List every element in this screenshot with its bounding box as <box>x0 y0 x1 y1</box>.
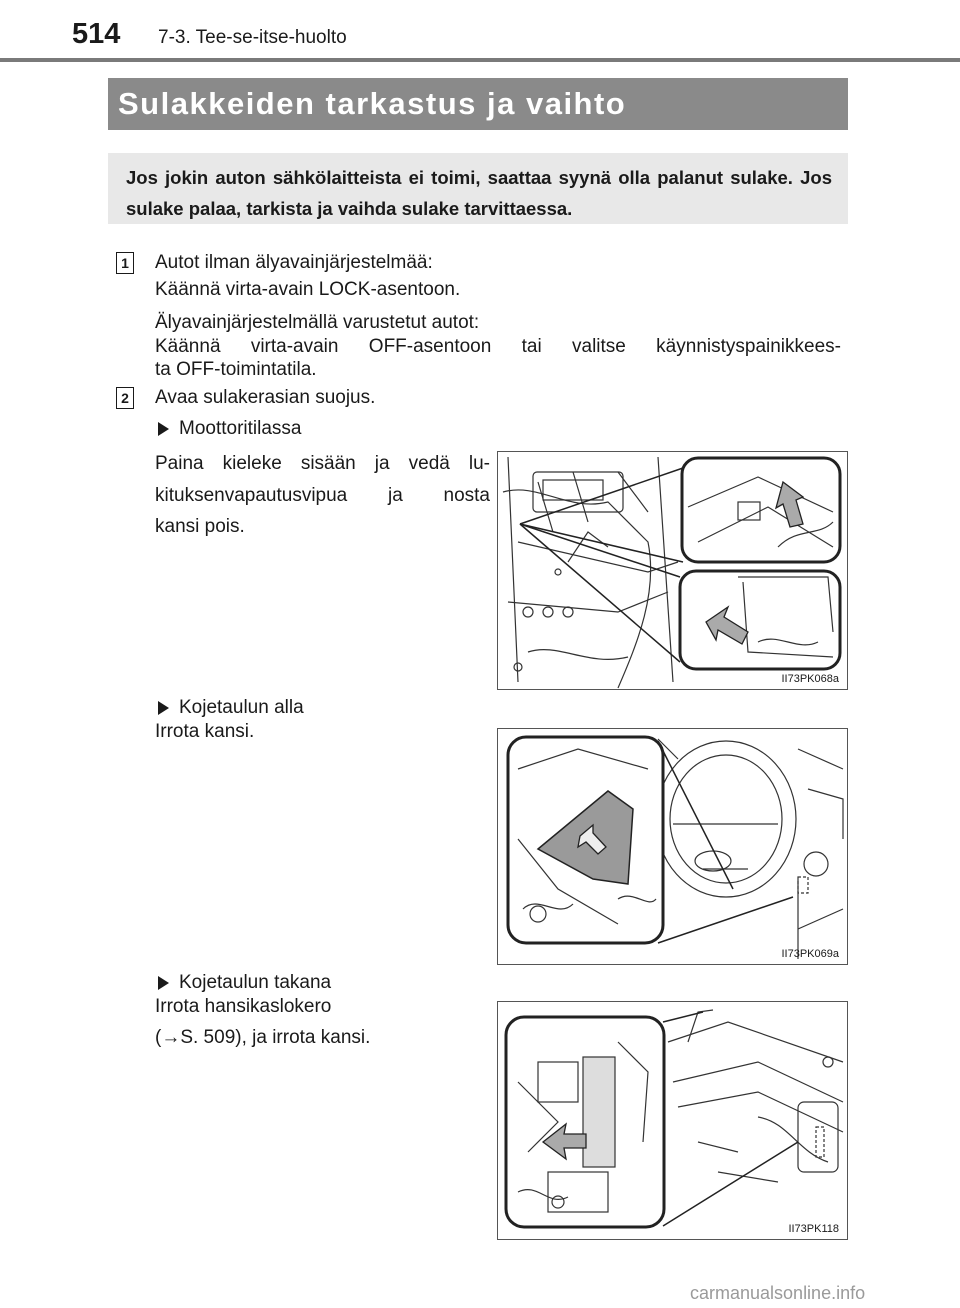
under-dashboard-illustration <box>498 729 847 964</box>
location-1-heading: Moottoritilassa <box>179 418 302 439</box>
behind-dashboard-fuse-box-figure <box>497 1001 848 1240</box>
location-3-line-1: Irrota hansikaslokero <box>155 996 332 1017</box>
location-2-heading: Kojetaulun alla <box>179 697 304 718</box>
page-title: Sulakkeiden tarkastus ja vaihto <box>118 86 627 121</box>
engine-bay-illustration <box>498 452 847 689</box>
triangle-bullet-icon <box>158 976 169 990</box>
step-1-line-2: Käännä virta-avain LOCK-asentoon. <box>155 279 461 300</box>
intro-box: Jos jokin auton sähkölaitteista ei toimi, saattaa syynä olla palanut sulake. Jos sulake palaa, tarkista ja vaihda sulake tarvittaessa. <box>108 153 848 224</box>
page-number: 514 <box>72 18 121 50</box>
watermark: carmanualsonline.info <box>690 1283 866 1303</box>
location-1-line-2: kituksenvapautusvipua ja nosta <box>155 485 490 506</box>
step-1-line-4: Käännä virta-avain OFF-asentoon tai valitse käynnistyspainikkees- <box>155 336 841 357</box>
location-1-line-1: Paina kieleke sisään ja vedä lu- <box>155 453 490 474</box>
step-2-line-1: Avaa sulakerasian suojus. <box>155 387 376 408</box>
figure-code: II73PK069a <box>781 948 839 960</box>
triangle-bullet-icon <box>158 422 169 436</box>
location-3-heading: Kojetaulun takana <box>179 972 332 993</box>
engine-bay-fuse-box-figure <box>497 451 848 690</box>
behind-dashboard-illustration <box>498 1002 847 1239</box>
location-3-heading-row <box>158 972 331 994</box>
section-label: 7-3. Tee-se-itse-huolto <box>158 27 347 48</box>
step-1-line-5: ta OFF-toimintatila. <box>155 359 317 380</box>
figure-code: II73PK118 <box>788 1223 839 1235</box>
location-1-heading-row <box>158 418 302 440</box>
step-number-1: 1 <box>116 252 134 274</box>
step-1-line-1: Autot ilman älyavainjärjestelmää: <box>155 252 433 273</box>
header-rule <box>0 58 960 62</box>
step-1-line-3: Älyavainjärjestelmällä varustetut autot: <box>155 312 480 333</box>
location-1-line-3: kansi pois. <box>155 516 245 537</box>
step-number-2: 2 <box>116 387 134 409</box>
under-dashboard-fuse-box-figure <box>497 728 848 965</box>
figure-code: II73PK068a <box>781 673 839 685</box>
location-2-line-1: Irrota kansi. <box>155 721 255 742</box>
title-bar <box>108 78 848 130</box>
location-3-line-2: (→S. 509), ja irrota kansi. <box>155 1027 371 1048</box>
location-2-heading-row <box>158 697 304 719</box>
triangle-bullet-icon <box>158 701 169 715</box>
